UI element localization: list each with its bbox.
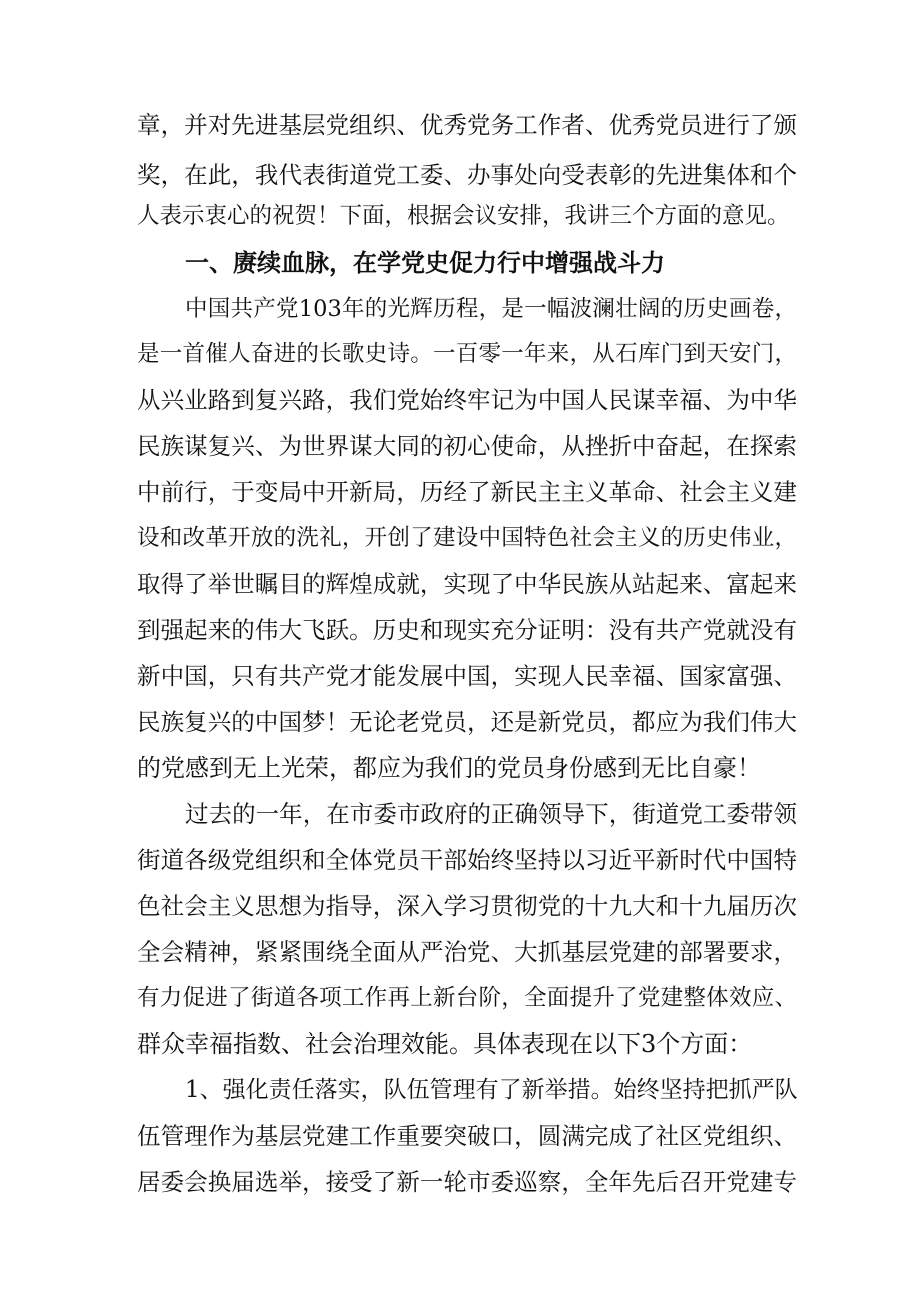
body-text-line: 居委会换届选举，接受了新一轮市委巡察，全年先后召开党建专 [137, 1168, 797, 1196]
body-text-line: 人表示衷心的祝贺！下面，根据会议安排，我讲三个方面的意见。 [137, 203, 790, 229]
body-text-line: 群众幸福指数、社会治理效能。具体表现在以下3个方面： [137, 1030, 753, 1058]
body-text-line: 的党感到无上光荣，都应为我们的党员身份感到无比自豪！ [137, 754, 761, 782]
body-text-line: 到强起来的伟大飞跃。历史和现实充分证明：没有共产党就没有 [137, 616, 797, 644]
body-text-line: 是一首催人奋进的长歌史诗。一百零一年来，从石库门到天安门， [137, 341, 797, 367]
body-text-line: 设和改革开放的洗礼，开创了建设中国特色社会主义的历史伟业， [137, 525, 797, 551]
body-text-line: 街道各级党组织和全体党员干部始终坚持以习近平新时代中国特 [137, 846, 797, 874]
body-text-line: 全会精神，紧紧围绕全面从严治党、大抓基层党建的部署要求， [137, 938, 797, 966]
body-text-line: 色社会主义思想为指导，深入学习贯彻党的十九大和十九届历次 [137, 892, 797, 920]
body-text-line: 从兴业路到复兴路，我们党始终牢记为中国人民谋幸福、为中华 [137, 386, 797, 414]
body-text-line: 中国共产党103年的光辉历程，是一幅波澜壮阔的历史画卷， [185, 296, 797, 322]
body-text-line: 伍管理作为基层党建工作重要突破口，圆满完成了社区党组织、 [137, 1122, 797, 1150]
body-text-line: 民族谋复兴、为世界谋大同的初心使命，从挫折中奋起，在探索 [137, 432, 797, 460]
body-text-line: 章，并对先进基层党组织、优秀党务工作者、优秀党员进行了颁 [137, 111, 797, 139]
body-text-line: 有力促进了街道各项工作再上新台阶，全面提升了党建整体效应、 [137, 985, 797, 1011]
body-text-line: 1、强化责任落实，队伍管理有了新举措。始终坚持把抓严队 [185, 1077, 798, 1103]
body-text-line: 中前行，于变局中开新局，历经了新民主主义革命、社会主义建 [137, 478, 797, 506]
body-text-line: 奖，在此，我代表街道党工委、办事处向受表彰的先进集体和个 [137, 161, 797, 189]
body-text-line: 过去的一年，在市委市政府的正确领导下，街道党工委带领 [185, 800, 797, 828]
body-text-line: 民族复兴的中国梦！无论老党员，还是新党员，都应为我们伟大 [137, 708, 797, 736]
body-text-line: 取得了举世瞩目的辉煌成就，实现了中华民族从站起来、富起来 [137, 570, 797, 598]
section-heading: 一、赓续血脉，在学党史促力行中增强战斗力 [185, 249, 665, 277]
body-text-line: 新中国，只有共产党才能发展中国，实现人民幸福、国家富强、 [137, 662, 797, 690]
